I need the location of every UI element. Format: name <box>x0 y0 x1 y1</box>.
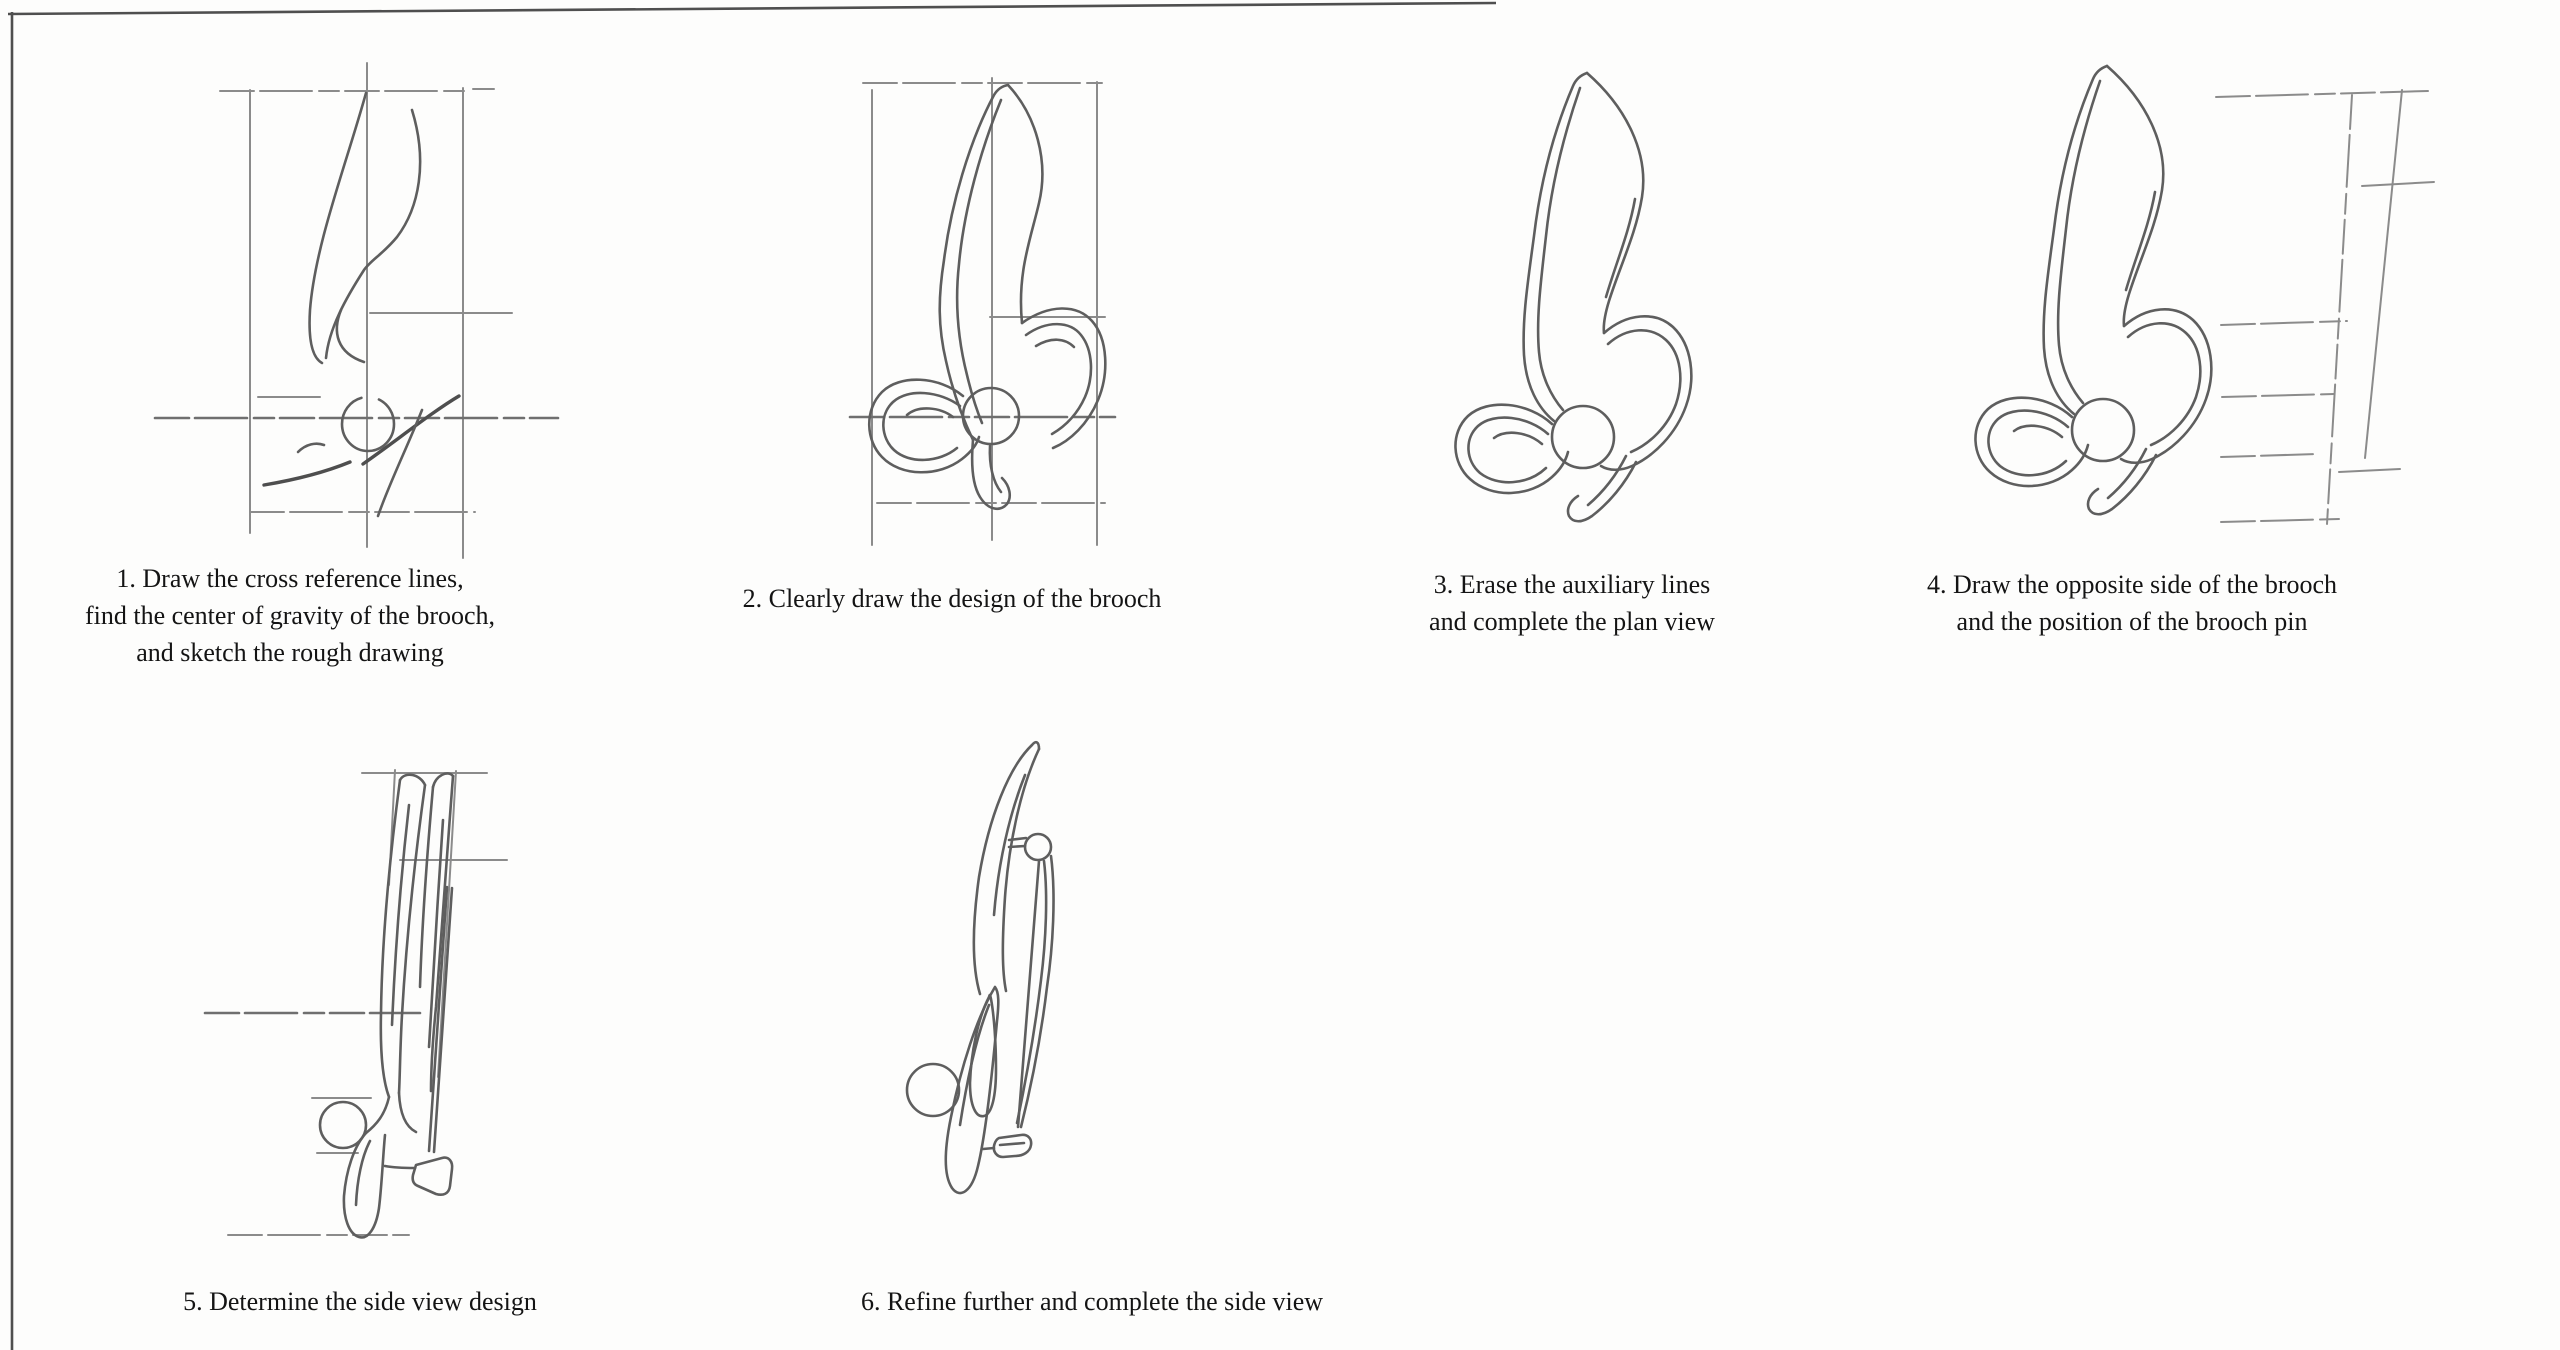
caption-step-4 <box>1927 566 2337 640</box>
caption-step-3 <box>1429 566 1715 640</box>
figure-step-1-rough-sketch <box>155 63 558 558</box>
pin-line <box>1018 861 1039 1127</box>
side-view-guides <box>205 770 507 1235</box>
figure-step-6-refined-side-view <box>907 742 1054 1193</box>
figure-step-5-side-view <box>205 770 507 1237</box>
caption-step-6 <box>861 1283 1323 1320</box>
caption-step-2 <box>743 580 1162 617</box>
page-border <box>8 3 1496 1350</box>
rough-brooch-sketch <box>264 93 459 516</box>
reference-grid <box>155 63 558 558</box>
caption-line: 2. Clearly draw the design of the brooch <box>742 584 1162 613</box>
caption-line: and sketch the rough drawing <box>136 638 444 667</box>
caption-line: 4. Draw the opposite side of the brooch <box>1926 570 2338 599</box>
brooch-design <box>869 85 1105 509</box>
caption-line: 1. Draw the cross reference lines, <box>116 564 464 593</box>
caption-line: 5. Determine the side view design <box>183 1287 537 1316</box>
pin-catch <box>413 1158 453 1195</box>
pin-hinge-circle <box>1025 834 1051 860</box>
figure-step-3-plan-view <box>1455 73 1691 521</box>
refined-side-view-sketch <box>907 742 1054 1193</box>
caption-line: and the position of the brooch pin <box>1956 607 2308 636</box>
caption-line: and complete the plan view <box>1429 607 1715 636</box>
caption-line: 6. Refine further and complete the side view <box>860 1287 1324 1316</box>
side-view-sketch <box>320 773 453 1237</box>
gem-circle-side <box>907 1064 959 1116</box>
figure-step-2-brooch-on-grid <box>850 78 1115 545</box>
caption-step-1 <box>85 560 495 671</box>
caption-line: 3. Erase the auxiliary lines <box>1433 570 1711 599</box>
figure-step-4-plan-view-opposite-side <box>1975 66 2434 524</box>
pin-position-guides <box>2216 90 2434 524</box>
caption-line: find the center of gravity of the brooch, <box>84 601 496 630</box>
caption-step-5 <box>183 1283 537 1320</box>
